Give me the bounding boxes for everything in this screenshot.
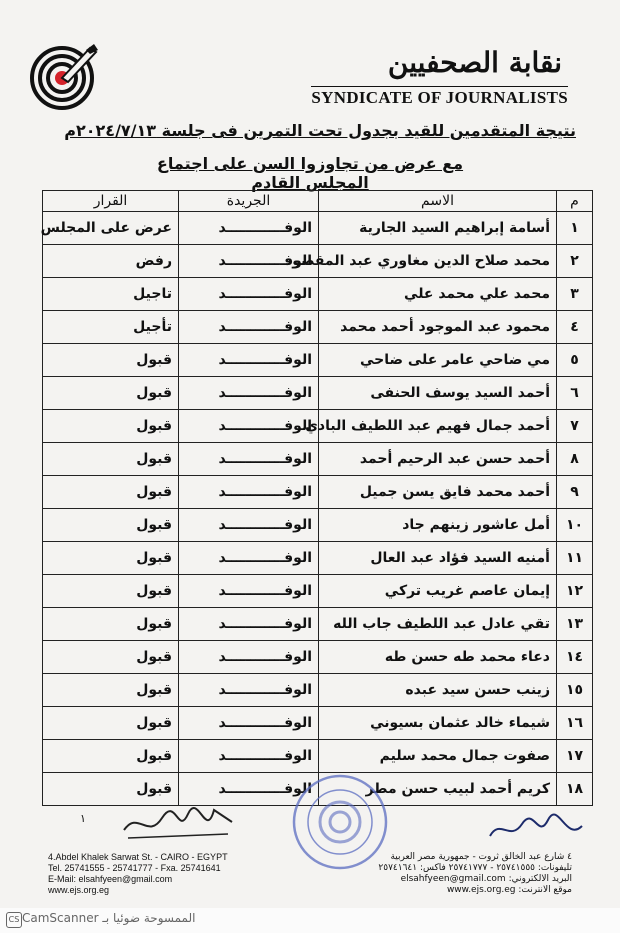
row-num: ٥ (557, 344, 593, 377)
scanner-watermark: الممسوحة ضوئيا بـ CamScanner (22, 911, 196, 925)
row-num: ١٧ (557, 740, 593, 773)
row-name: أحمد السيد يوسف الحنفى (319, 377, 557, 410)
table-row (43, 443, 593, 476)
row-newspaper: الوفــــــــــــد (179, 278, 319, 311)
row-decision: قبول (43, 641, 179, 674)
row-num: ١٦ (557, 707, 593, 740)
row-num: ١٣ (557, 608, 593, 641)
address-arabic (378, 852, 572, 896)
row-name: إيمان عاصم غريب تركي (319, 575, 557, 608)
table-row (43, 344, 593, 377)
syndicate-logo-icon (28, 40, 100, 112)
row-name: محمد علي محمد علي (319, 278, 557, 311)
header-name: الاسم (319, 191, 557, 212)
address-ar-line: تليفونات: ٢٥٧٤١٥٥٥ - ٢٥٧٤١٧٧٧ فاكس: ٢٥٧٤١٦٤١ (378, 863, 572, 873)
table-row (43, 509, 593, 542)
row-num: ٨ (557, 443, 593, 476)
document-subtitle: مع عرض من تجاوزوا السن على اجتماع المجلس القادم (156, 154, 464, 192)
row-decision: قبول (43, 707, 179, 740)
row-num: ٦ (557, 377, 593, 410)
row-num: ١ (557, 212, 593, 245)
table-row (43, 311, 593, 344)
address-en-line: 4.Abdel Khalek Sarwat St. - CAIRO - EGYPT (48, 852, 228, 862)
table-row (43, 608, 593, 641)
page-number: ١ (80, 812, 86, 825)
row-num: ١٢ (557, 575, 593, 608)
row-decision: قبول (43, 410, 179, 443)
row-newspaper: الوفــــــــــــد (179, 575, 319, 608)
row-name: صفوت جمال محمد سليم (319, 740, 557, 773)
row-name: مي ضاحي عامر على ضاحي (319, 344, 557, 377)
row-decision: قبول (43, 476, 179, 509)
row-num: ١٠ (557, 509, 593, 542)
row-num: ١٥ (557, 674, 593, 707)
row-name: تقي عادل عبد اللطيف جاب الله (319, 608, 557, 641)
row-decision: قبول (43, 344, 179, 377)
signature-left-icon (118, 800, 238, 846)
row-name: زينب حسن سيد عبده (319, 674, 557, 707)
row-decision: رفض (43, 245, 179, 278)
row-decision: قبول (43, 377, 179, 410)
row-name: أحمد محمد فايق يسن جميل (319, 476, 557, 509)
header-decision: القرار (43, 191, 179, 212)
table-row (43, 740, 593, 773)
table-row (43, 575, 593, 608)
table-row (43, 476, 593, 509)
table-row (43, 278, 593, 311)
row-newspaper: الوفــــــــــــد (179, 542, 319, 575)
row-decision: عرض على المجلس (43, 212, 179, 245)
row-name: محمد صلاح الدين مغاوري عبد المقصود (319, 245, 557, 278)
table-row (43, 212, 593, 245)
row-decision: قبول (43, 542, 179, 575)
signature-right-icon (486, 812, 586, 846)
table-row (43, 245, 593, 278)
row-num: ٢ (557, 245, 593, 278)
row-newspaper: الوفــــــــــــد (179, 344, 319, 377)
row-num: ٧ (557, 410, 593, 443)
document-title: نتيجة المتقدمين للقيد بجدول تحت التمرين فى جلسة ٢٠٢٤/٧/١٣م (64, 121, 576, 140)
row-newspaper: الوفــــــــــــد (179, 311, 319, 344)
row-newspaper: الوفــــــــــــد (179, 740, 319, 773)
row-newspaper: الوفــــــــــــد (179, 608, 319, 641)
row-decision: قبول (43, 773, 179, 806)
row-decision: قبول (43, 608, 179, 641)
address-ar-line: ٤ شارع عبد الخالق ثروت - جمهورية مصر العربية (390, 852, 572, 862)
row-num: ٣ (557, 278, 593, 311)
row-newspaper: الوفــــــــــــد (179, 509, 319, 542)
row-newspaper: الوفــــــــــــد (179, 476, 319, 509)
address-english (48, 852, 228, 896)
row-name: دعاء محمد طه حسن طه (319, 641, 557, 674)
row-decision: تأجيل (43, 311, 179, 344)
row-name: محمود عبد الموجود أحمد محمد (319, 311, 557, 344)
row-num: ٩ (557, 476, 593, 509)
org-name-arabic: نقابة الصحفيين (387, 46, 562, 79)
table-row (43, 674, 593, 707)
row-name: كريم أحمد لبيب حسن مطر (319, 773, 557, 806)
table-header-row (43, 191, 593, 212)
table-row (43, 707, 593, 740)
row-newspaper: الوفــــــــــــد (179, 773, 319, 806)
row-num: ١٨ (557, 773, 593, 806)
row-name: أحمد حسن عبد الرحيم أحمد (319, 443, 557, 476)
official-stamp-icon (290, 772, 390, 872)
row-newspaper: الوفــــــــــــد (179, 443, 319, 476)
address-en-line: Tel. 25741555 - 25741777 - Fxa. 25741641 (48, 863, 221, 873)
row-num: ٤ (557, 311, 593, 344)
header-newspaper: الجريدة (179, 191, 319, 212)
row-num: ١١ (557, 542, 593, 575)
row-name: أمنيه السيد فؤاد عبد العال (319, 542, 557, 575)
address-en-line: E-Mail: elsahfyeen@gmail.com (48, 874, 173, 884)
row-name: أمل عاشور زينهم جاد (319, 509, 557, 542)
row-decision: قبول (43, 443, 179, 476)
row-name: أحمد جمال فهيم عبد اللطيف البادي (319, 410, 557, 443)
row-decision: تاجيل (43, 278, 179, 311)
camscanner-icon: CS (6, 912, 22, 928)
row-decision: قبول (43, 509, 179, 542)
org-name-english: SYNDICATE OF JOURNALISTS (311, 88, 568, 107)
row-newspaper: الوفــــــــــــد (179, 641, 319, 674)
address-ar-line: البريد الالكتروني: elsahfyeen@gmail.com (400, 874, 572, 884)
table-row (43, 641, 593, 674)
row-decision: قبول (43, 575, 179, 608)
header-num: م (557, 191, 593, 212)
row-newspaper: الوفــــــــــــد (179, 674, 319, 707)
row-name: أسامة إبراهيم السيد الجارية (319, 212, 557, 245)
table-row (43, 542, 593, 575)
row-num: ١٤ (557, 641, 593, 674)
row-decision: قبول (43, 740, 179, 773)
row-newspaper: الوفــــــــــــد (179, 245, 319, 278)
table-row (43, 410, 593, 443)
results-table (42, 190, 593, 806)
row-newspaper: الوفــــــــــــد (179, 212, 319, 245)
address-ar-line: موقع الانترنت: www.ejs.org.eg (446, 885, 572, 895)
table-row (43, 377, 593, 410)
row-newspaper: الوفــــــــــــد (179, 410, 319, 443)
address-en-line: www.ejs.org.eg (48, 885, 110, 895)
row-newspaper: الوفــــــــــــد (179, 377, 319, 410)
row-name: شيماء خالد عثمان بسيوني (319, 707, 557, 740)
row-newspaper: الوفــــــــــــد (179, 707, 319, 740)
row-decision: قبول (43, 674, 179, 707)
